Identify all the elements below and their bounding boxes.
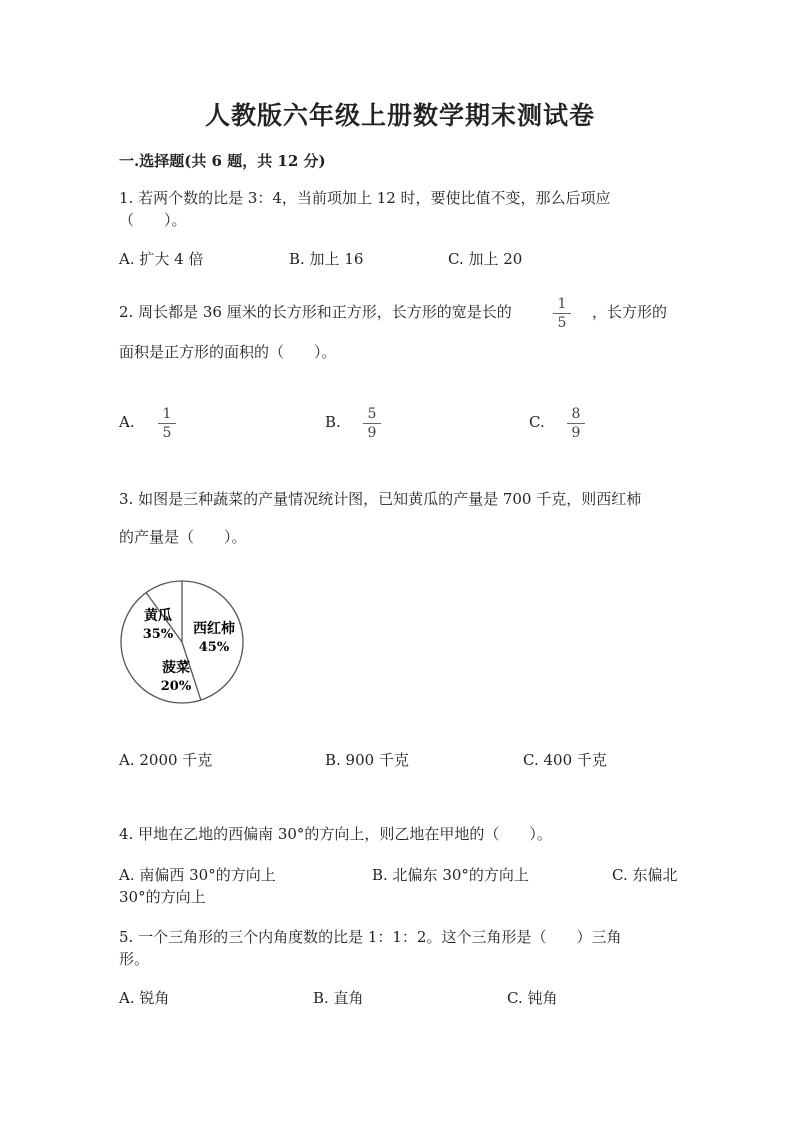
pie-value-spinach: 20% (160, 679, 192, 694)
question-3-line-1: 3. 如图是三种蔬菜的产量情况统计图，已知黄瓜的产量是 700 千克，则西红柿 (119, 490, 642, 508)
section-heading: 一.选择题(共 6 题，共 12 分) (119, 152, 326, 170)
question-2-option-c-fraction: $\frac{8}{9}$ (567, 406, 585, 441)
question-2-line-1-end: ，长方形的 (592, 303, 668, 321)
question-2-fraction: $\frac{1}{5}$ (553, 296, 571, 331)
question-2-option-a-fraction: $\frac{1}{5}$ (158, 406, 176, 441)
question-5-line-1: 5. 一个三角形的三个内角度数的比是 1：1：2。这个三角形是（ ）三角 (119, 928, 622, 946)
question-2-option-b-fraction: $\frac{5}{9}$ (363, 406, 381, 441)
question-2-line-1: 2. 周长都是 36 厘米的长方形和正方形，长方形的宽是长的 (119, 303, 512, 321)
question-1-option-a: A. 扩大 4 倍 (119, 250, 204, 268)
vegetable-pie-chart (118, 580, 250, 712)
pie-value-cucumber: 35% (142, 627, 174, 642)
pie-value-tomato: 45% (198, 640, 230, 655)
pie-label-tomato: 西红柿 (193, 621, 235, 637)
question-3-line-2: 的产量是（ ）。 (119, 528, 247, 546)
question-5-option-b: B. 直角 (313, 989, 364, 1007)
question-2-option-a-label: A. (119, 413, 135, 431)
question-4-option-b: B. 北偏东 30°的方向上 (372, 866, 529, 884)
question-5-line-2: 形。 (119, 950, 150, 968)
page-title: 人教版六年级上册数学期末测试卷 (204, 101, 595, 130)
pie-label-cucumber: 黄瓜 (144, 608, 172, 624)
question-3-option-a: A. 2000 千克 (119, 751, 213, 769)
question-4-option-c-wrap: 30°的方向上 (119, 888, 206, 906)
question-3-option-b: B. 900 千克 (325, 751, 409, 769)
question-4-line-1: 4. 甲地在乙地的西偏南 30°的方向上，则乙地在甲地的（ ）。 (119, 825, 552, 843)
question-4-option-a: A. 南偏西 30°的方向上 (119, 866, 276, 884)
question-2-option-b-label: B. (325, 413, 341, 431)
pie-label-spinach: 菠菜 (162, 660, 190, 676)
question-3-option-c: C. 400 千克 (523, 751, 607, 769)
question-1-line-2: （ ）。 (119, 211, 187, 229)
question-2-option-c-label: C. (529, 413, 545, 431)
question-5-option-c: C. 钝角 (507, 989, 558, 1007)
question-1-line-1: 1. 若两个数的比是 3：4，当前项加上 12 时，要使比值不变，那么后项应 (119, 189, 611, 207)
question-5-option-a: A. 锐角 (119, 989, 170, 1007)
question-4-option-c: C. 东偏北 (612, 866, 678, 884)
question-1-option-b: B. 加上 16 (289, 250, 364, 268)
question-1-option-c: C. 加上 20 (448, 250, 523, 268)
question-2-line-2: 面积是正方形的面积的（ ）。 (119, 343, 337, 361)
